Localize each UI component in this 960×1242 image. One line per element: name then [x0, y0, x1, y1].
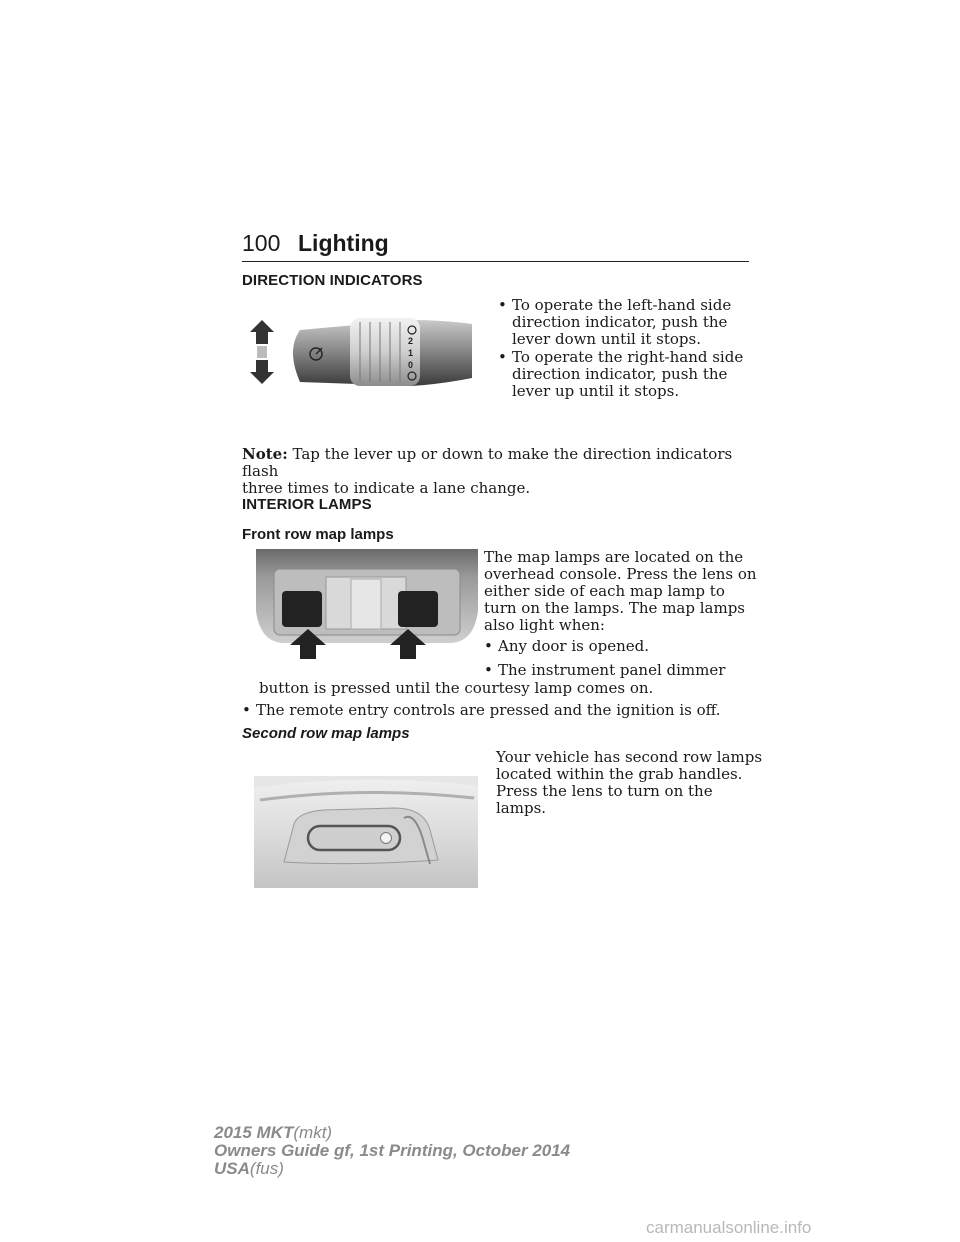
footer-market: USA(fus) — [214, 1159, 284, 1178]
front-row-heading: Front row map lamps — [242, 526, 394, 543]
second-lamps-paragraph: Your vehicle has second row lamps located within the grab handles. Press the lens to turn on the lamps. — [496, 748, 763, 817]
footer-guide-line: Owners Guide gf, 1st Printing, October 2014 — [214, 1141, 571, 1160]
list-item: • Any door is opened. — [484, 637, 650, 655]
map-lamp-left[interactable] — [282, 591, 322, 627]
lever-label-1: 1 — [408, 348, 414, 358]
second-row-lamp-illustration — [254, 776, 478, 888]
lever-label-2: 2 — [408, 336, 414, 346]
up-arrow-icon — [250, 320, 274, 344]
front-lamps-paragraph: The map lamps are located on the overhead console. Press the lens on either side of each map lamp to turn on the lamps. The map lamps also light when: — [484, 548, 757, 634]
interior-lamps-heading: INTERIOR LAMPS — [242, 496, 372, 513]
list-item-continuation: button is pressed until the courtesy lamp comes on. — [259, 679, 654, 697]
front-map-lamps-illustration — [256, 549, 478, 661]
lever-label-0: 0 — [408, 360, 414, 370]
page-number: 100 — [242, 230, 281, 256]
list-item: • To operate the right-hand side direction indicator, push the lever up until it stops. — [498, 348, 744, 400]
list-item: • To operate the left-hand side direction indicator, push the lever down until it stops. — [498, 296, 732, 348]
note-paragraph: Note: Tap the lever up or down to make the direction indicators flash three times to indicate a lane change. — [242, 445, 733, 497]
map-lamp-right[interactable] — [398, 591, 438, 627]
section-title: Lighting — [298, 230, 389, 256]
header-rule — [242, 261, 749, 262]
footer-model: 2015 MKT(mkt) — [214, 1123, 333, 1142]
direction-indicators-heading: DIRECTION INDICATORS — [242, 272, 423, 289]
down-arrow-icon — [250, 360, 274, 384]
indicator-lever-illustration — [242, 300, 482, 400]
list-item: • The remote entry controls are pressed and the ignition is off. — [242, 701, 721, 719]
second-row-heading: Second row map lamps — [242, 725, 410, 742]
list-item: • The instrument panel dimmer — [484, 661, 726, 679]
watermark: carmanualsonline.info — [646, 1218, 812, 1237]
